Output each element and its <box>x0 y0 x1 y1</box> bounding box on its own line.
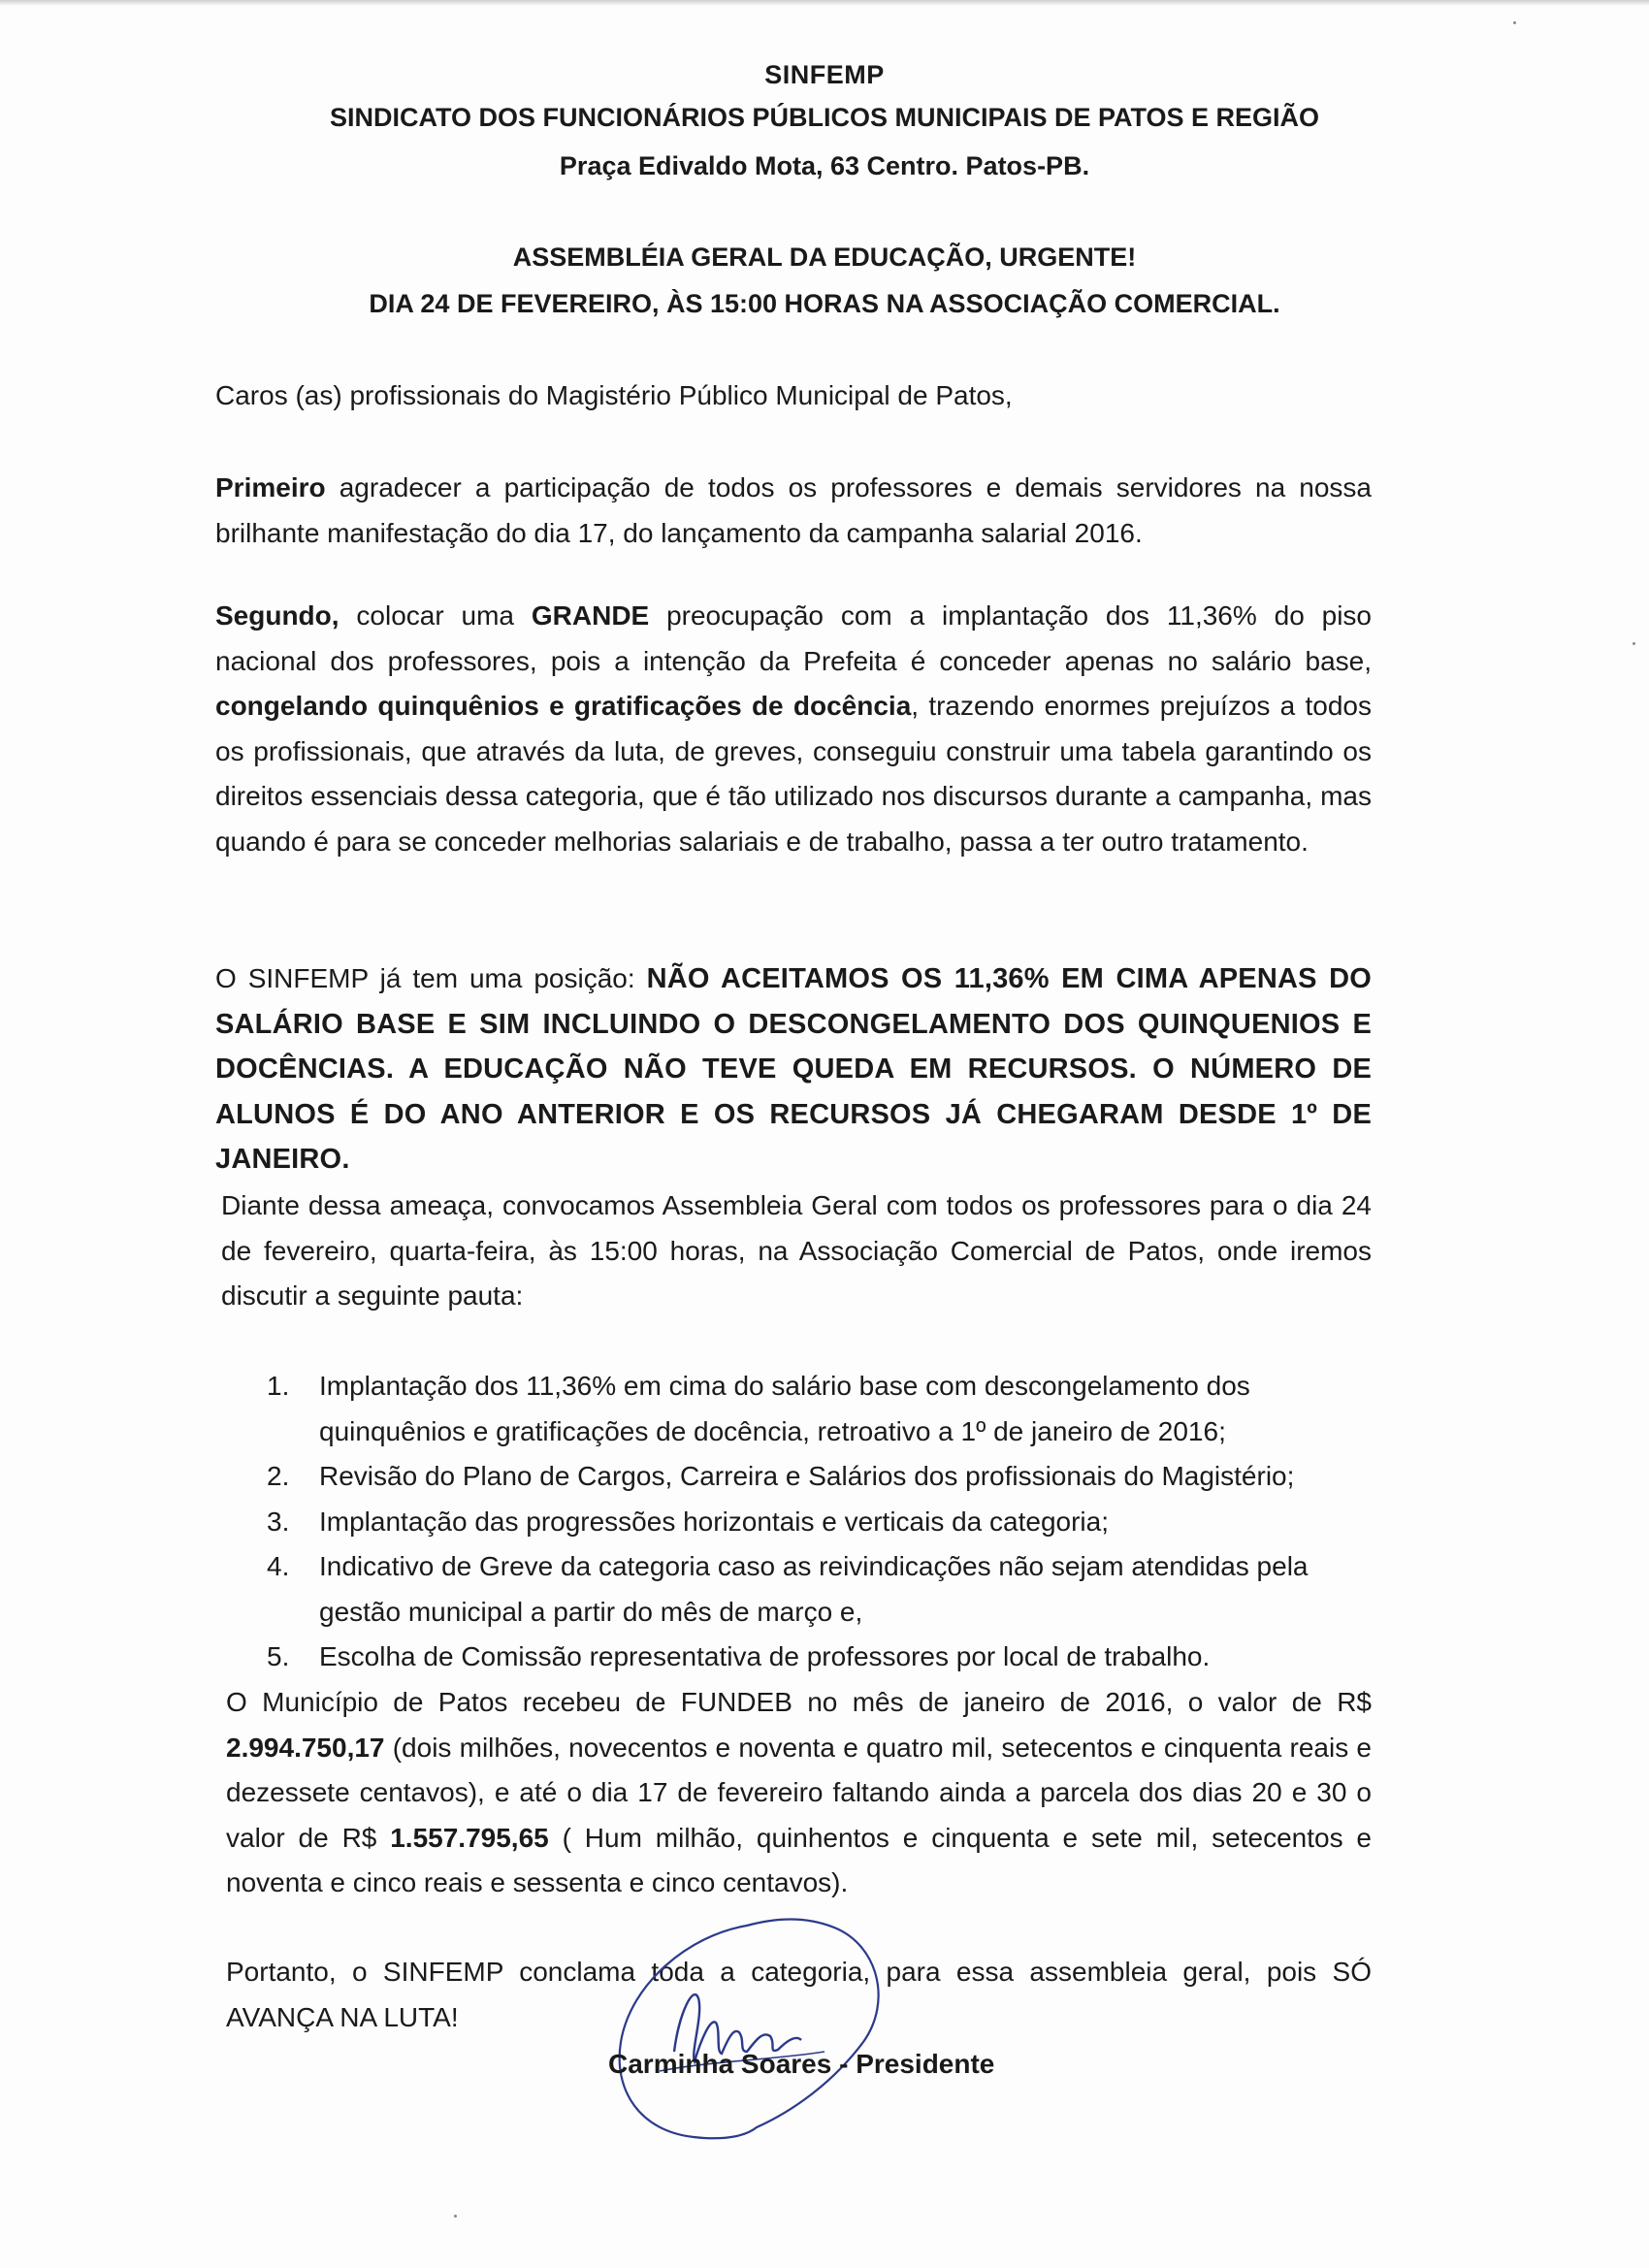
signer-name: Carminha Soares - Presidente <box>608 2049 995 2079</box>
org-address: Praça Edivaldo Mota, 63 Centro. Patos-PB. <box>559 151 1090 180</box>
assembly-when: DIA 24 DE FEVEREIRO, ÀS 15:00 HORAS NA ASSOCIAÇÃO COMERCIAL. <box>369 289 1280 318</box>
fundeb-value-1: 2.994.750,17 <box>226 1732 385 1763</box>
fundeb-b: (dois milhões, novecentos e noventa e quatro mil, setecentos e cinquenta reais e dezessete centavos), e até o dia 17 de fevereiro faltando ainda a parcela dos dias 20 e 30 o valor de R$ <box>226 1732 1372 1853</box>
paragraph-first <box>215 466 1372 556</box>
agenda-item <box>267 1544 1373 1635</box>
first-text: agradecer a participação de todos os professores e demais servidores na nossa brilhante manifestação do dia 17, do lançamento da campanha salarial 2016. <box>215 472 1372 548</box>
agenda-num: 1. <box>267 1371 290 1401</box>
agenda-text: Implantação das progressões horizontais e verticais da categoria; <box>319 1506 1109 1537</box>
paragraph-fundeb <box>226 1680 1372 1906</box>
handwritten-signature <box>601 1906 912 2149</box>
scan-speck <box>454 2215 457 2218</box>
scan-speck <box>1513 21 1516 24</box>
assembly-title: ASSEMBLÉIA GERAL DA EDUCAÇÃO, URGENTE! <box>512 243 1137 272</box>
org-acronym: SINFEMP <box>764 60 885 89</box>
agenda-num: 2. <box>267 1461 290 1491</box>
agenda-text: Escolha de Comissão representativa de professores por local de trabalho. <box>319 1641 1211 1671</box>
agenda-text: Implantação dos 11,36% em cima do salário base com descongelamento dos quinquênios e gratificações de docência, retroativo a 1º de janeiro de 2016; <box>319 1371 1250 1446</box>
org-name: SINDICATO DOS FUNCIONÁRIOS PÚBLICOS MUNICIPAIS DE PATOS E REGIÃO <box>329 103 1320 132</box>
agenda-item <box>267 1454 1373 1500</box>
scan-speck <box>1633 642 1635 645</box>
second-bold-2: congelando quinquênios e gratificações de docência <box>215 691 912 721</box>
paragraph-closing: Portanto, o SINFEMP conclama toda a categoria, para essa assembleia geral, pois SÓ AVANÇA NA LUTA! <box>226 1957 1372 2032</box>
paragraph-second <box>215 594 1372 864</box>
agenda-item <box>267 1635 1373 1680</box>
fundeb-a: O Município de Patos recebeu de FUNDEB no mês de janeiro de 2016, o valor de R$ <box>226 1687 1372 1717</box>
position-text: O SINFEMP já tem uma posição: <box>215 963 647 993</box>
first-bold: Primeiro <box>215 472 326 502</box>
scan-edge <box>0 0 1649 6</box>
agenda-item <box>267 1500 1373 1545</box>
agenda-item <box>267 1364 1373 1454</box>
second-bold: Segundo, <box>215 600 340 631</box>
fundeb-value-2: 1.557.795,65 <box>390 1822 549 1853</box>
agenda-text: Indicativo de Greve da categoria caso as reivindicações não sejam atendidas pela gestão municipal a partir do mês de março e, <box>319 1551 1309 1627</box>
agenda-num: 3. <box>267 1506 290 1537</box>
second-text-b: preocupação com a implantação dos 11,36% do piso nacional dos professores, pois a intenção da Prefeita é conceder apenas no salário base, <box>215 600 1373 676</box>
greeting: Caros (as) profissionais do Magistério Público Municipal de Patos, <box>215 380 1013 410</box>
second-grande: GRANDE <box>531 600 650 631</box>
fundeb-c: ( Hum milhão, quinhentos e cinquenta e sete mil, setecentos e noventa e cinco reais e sessenta e cinco centavos). <box>226 1822 1372 1897</box>
second-text-a: colocar uma <box>339 600 532 631</box>
paragraph-position <box>215 956 1372 1183</box>
position-bold: NÃO ACEITAMOS OS 11,36% EM CIMA APENAS DO SALÁRIO BASE E SIM INCLUINDO O DESCONGELAMENTO DOS QUINQUENIOS E DOCÊNCIAS. A EDUCAÇÃO NÃO TEVE QUEDA EM RECURSOS. O NÚMERO DE ALUNOS É DO ANO ANTERIOR E OS RECURSOS JÁ CHEGARAM DESDE 1º DE JANEIRO. <box>215 963 1372 1175</box>
second-text-c: , trazendo enormes prejuízos a todos os profissionais, que através da luta, de greves, conseguiu construir uma tabela garantindo os direitos essenciais dessa categoria, que é tão utilizado nos discursos durante a campanha, mas quando é para se conceder melhorias salariais e de trabalho, passa a ter outro tratamento. <box>215 691 1373 857</box>
agenda-list <box>267 1364 1373 1680</box>
paragraph-convocation: Diante dessa ameaça, convocamos Assembleia Geral com todos os professores para o dia 24 de fevereiro, quarta-feira, às 15:00 horas, na Associação Comercial de Patos, onde iremos discutir a seguinte pauta: <box>221 1190 1372 1311</box>
agenda-text: Revisão do Plano de Cargos, Carreira e Salários dos profissionais do Magistério; <box>319 1461 1295 1491</box>
agenda-num: 5. <box>267 1641 290 1671</box>
agenda-num: 4. <box>267 1551 290 1581</box>
